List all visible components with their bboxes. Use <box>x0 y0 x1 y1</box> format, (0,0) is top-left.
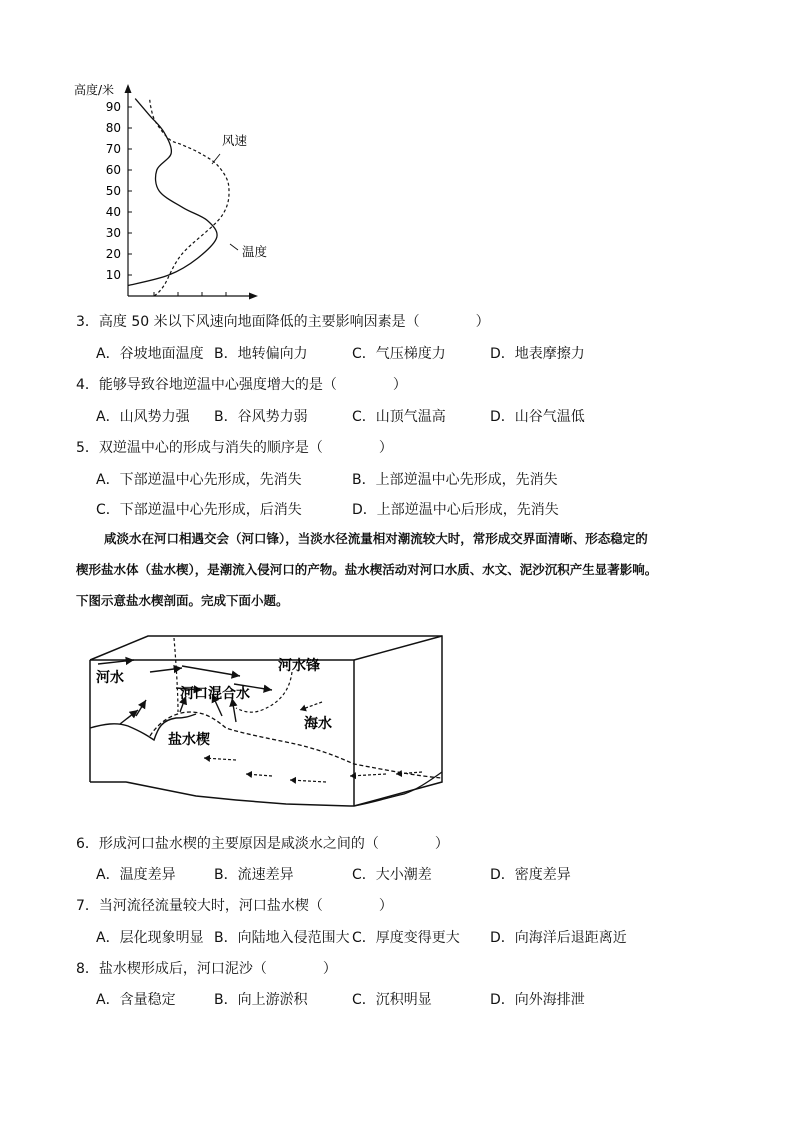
salt-wedge-diagram <box>86 632 448 814</box>
y-tick-label: 60 <box>105 163 121 177</box>
wind-speed-label: 风速 <box>222 133 248 148</box>
sea-flow-arrow <box>204 758 236 760</box>
y-tick-label: 10 <box>105 268 121 282</box>
option-7c: C．厚度变得更大 <box>352 930 460 946</box>
temp-label-leader <box>230 244 238 250</box>
sea-flow-arrow <box>246 774 272 776</box>
y-tick-label: 80 <box>105 121 121 135</box>
option-5c: C．下部逆温中心先形成，后消失 <box>96 502 302 518</box>
sea-flow-arrow <box>300 702 322 710</box>
block-bottom-edge <box>90 782 350 806</box>
option-5d: D．上部逆温中心后形成，先消失 <box>352 502 559 518</box>
sea-flow-arrow <box>290 780 326 782</box>
question-5: 5．双逆温中心的形成与消失的顺序是（ ） <box>76 440 393 456</box>
y-tick-label: 40 <box>105 205 121 219</box>
option-5b: B．上部逆温中心先形成，先消失 <box>352 472 558 488</box>
question-6: 6．形成河口盐水楔的主要原因是咸淡水之间的（ ） <box>76 836 449 852</box>
y-tick-label: 90 <box>105 100 121 114</box>
option-7b: B．向陆地入侵范围大 <box>214 930 350 946</box>
option-8c: C．沉积明显 <box>352 992 432 1008</box>
option-7d: D．向海洋后退距离近 <box>490 930 627 946</box>
option-6a: A．温度差异 <box>96 867 176 883</box>
option-3d: D．地表摩擦力 <box>490 346 585 362</box>
option-4c: C．山顶气温高 <box>352 409 446 425</box>
option-5a: A．下部逆温中心先形成，先消失 <box>96 472 302 488</box>
option-3c: C．气压梯度力 <box>352 346 446 362</box>
river-water-label: 河水 <box>96 670 124 686</box>
passage-line-3: 下图示意盐水楔剖面。完成下面小题。 <box>76 593 289 608</box>
wind-label-leader <box>212 154 220 164</box>
upwelling-arrow <box>136 700 146 716</box>
option-4b: B．谷风势力弱 <box>214 409 308 425</box>
river-front-line-left <box>174 638 178 712</box>
option-6c: C．大小潮差 <box>352 867 432 883</box>
question-4: 4．能够导致谷地逆温中心强度增大的是（ ） <box>76 377 407 393</box>
option-8a: A．含量稳定 <box>96 992 176 1008</box>
y-axis-arrow <box>125 84 132 93</box>
question-8: 8．盐水楔形成后，河口泥沙（ ） <box>76 961 337 977</box>
y-tick-label: 70 <box>105 142 121 156</box>
option-6d: D．密度差异 <box>490 867 571 883</box>
option-8b: B．向上游淤积 <box>214 992 308 1008</box>
passage-line-1: 咸淡水在河口相遇交会（河口锋），当淡水径流量相对潮流较大时，常形成交界面清晰、形态稳定的 <box>104 531 648 546</box>
question-7: 7．当河流径流量较大时，河口盐水楔（ ） <box>76 898 393 914</box>
block-top-back-edges <box>90 636 442 806</box>
mixed-water-label: 河口混合水 <box>180 686 250 702</box>
y-axis-label: 高度/米 <box>74 83 115 97</box>
river-flow-arrow <box>150 668 182 672</box>
y-tick-label: 30 <box>105 226 121 240</box>
option-6b: B．流速差异 <box>214 867 294 883</box>
river-front-label: 河水锋 <box>278 658 320 674</box>
x-axis-arrow <box>249 293 258 300</box>
height-profile-chart <box>70 78 270 300</box>
upwelling-arrow <box>120 710 138 724</box>
sea-bed-right <box>354 772 442 806</box>
temperature-label: 温度 <box>242 244 268 259</box>
block-top-right-edge <box>354 636 442 660</box>
temperature-series <box>128 99 217 286</box>
salt-wedge-label: 盐水楔 <box>168 732 210 748</box>
y-tick-label: 20 <box>105 247 121 261</box>
option-4a: A．山风势力强 <box>96 409 190 425</box>
option-4d: D．山谷气温低 <box>490 409 585 425</box>
sea-water-label: 海水 <box>304 716 332 732</box>
sea-flow-arrow <box>350 774 386 776</box>
option-8d: D．向外海排泄 <box>490 992 585 1008</box>
river-flow-arrow <box>182 666 240 676</box>
passage <box>76 523 736 616</box>
y-tick-label: 50 <box>105 184 121 198</box>
option-3b: B．地转偏向力 <box>214 346 308 362</box>
question-3: 3．高度 50 米以下风速向地面降低的主要影响因素是（ ） <box>76 314 490 330</box>
option-7a: A．层化现象明显 <box>96 930 204 946</box>
option-3a: A．谷坡地面温度 <box>96 346 204 362</box>
passage-line-2: 楔形盐水体（盐水楔），是潮流入侵河口的产物。盐水楔活动对河口水质、水文、泥沙沉积产生显著影响。 <box>76 562 658 577</box>
